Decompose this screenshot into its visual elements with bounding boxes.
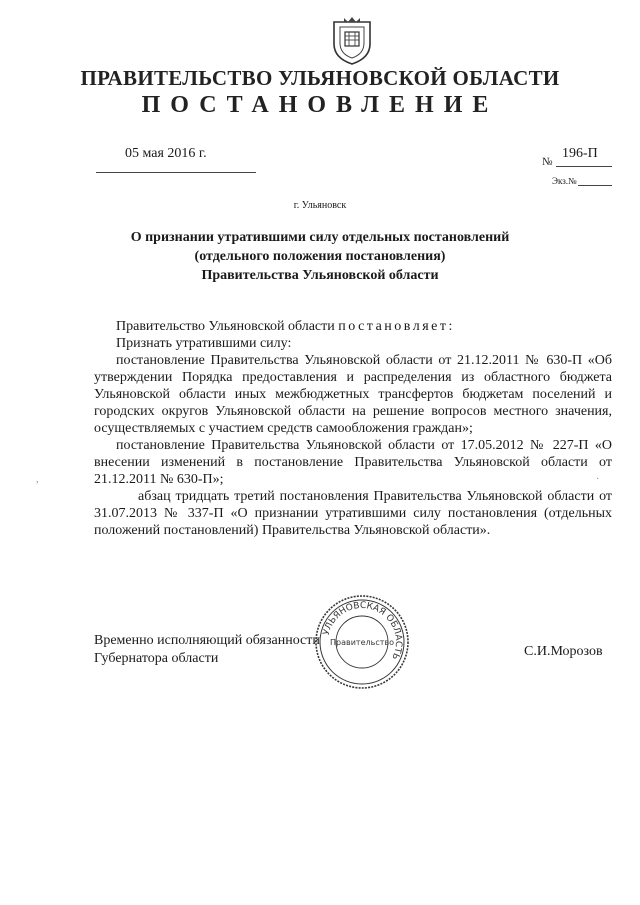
signatory-position bbox=[94, 632, 320, 668]
heading-line-3: Правительства Ульяновской области bbox=[201, 268, 439, 283]
copy-number-underline bbox=[578, 185, 612, 186]
document-number: 196-П bbox=[562, 146, 598, 161]
copy-number-label: Экз.№ bbox=[552, 176, 577, 186]
coat-of-arms-icon bbox=[326, 14, 378, 66]
intro-subject: Правительство Ульяновской области bbox=[116, 319, 335, 334]
seal-ring-text: УЛЬЯНОВСКАЯ ОБЛАСТЬ bbox=[321, 600, 404, 661]
paragraph-4: абзац тридцать третий постановления Правительства Ульяновской области от 31.07.2013 № 337-П «О признании утратившими силу постановления (отдельных положений постановлений) Правительства Ульяновской области». bbox=[94, 489, 612, 538]
signatory-position-line-2: Губернатора области bbox=[94, 651, 219, 666]
number-label: № bbox=[542, 156, 553, 168]
number-underline bbox=[556, 166, 612, 167]
intro-verb: постановляет: bbox=[338, 319, 455, 334]
document-type: ПОСТАНОВЛЕНИЕ bbox=[141, 92, 499, 118]
signatory-position-line-1: Временно исполняющий обязанности bbox=[94, 633, 320, 648]
scan-mark: , bbox=[36, 474, 39, 485]
paragraph-3: постановление Правительства Ульяновской области от 17.05.2012 № 227-П «О внесении изменений в постановление Правительства Ульяновской области от 21.12.2011 № 630-П»; bbox=[94, 438, 612, 487]
paragraph-1: Признать утратившими силу: bbox=[116, 336, 292, 351]
official-seal bbox=[312, 592, 412, 692]
city-name: г. Ульяновск bbox=[293, 200, 347, 211]
signatory-name: С.И.Морозов bbox=[524, 644, 603, 659]
heading-line-2: (отдельного положения постановления) bbox=[194, 249, 446, 264]
paragraph-2: постановление Правительства Ульяновской области от 21.12.2011 № 630-П «Об утверждении Порядка предоставления и распределения из областного бюджета Ульяновской области иных межбюджетных трансфертов бюджетам поселений и городских округов Ульяновской области на решение вопросов местного значения, осуществляемых с участием средств самообложения граждан»; bbox=[94, 353, 612, 436]
heading-line-1: О признании утратившими силу отдельных постановлений bbox=[130, 230, 510, 245]
seal-center-text: Правительство bbox=[330, 638, 394, 647]
document-date: 05 мая 2016 г. bbox=[125, 146, 207, 161]
document-body bbox=[94, 318, 612, 539]
date-underline bbox=[96, 172, 256, 173]
document-heading bbox=[90, 228, 550, 285]
intro-paragraph bbox=[94, 318, 612, 335]
government-name: ПРАВИТЕЛЬСТВО УЛЬЯНОВСКОЙ ОБЛАСТИ bbox=[80, 66, 560, 90]
scan-mark: · bbox=[596, 474, 600, 485]
